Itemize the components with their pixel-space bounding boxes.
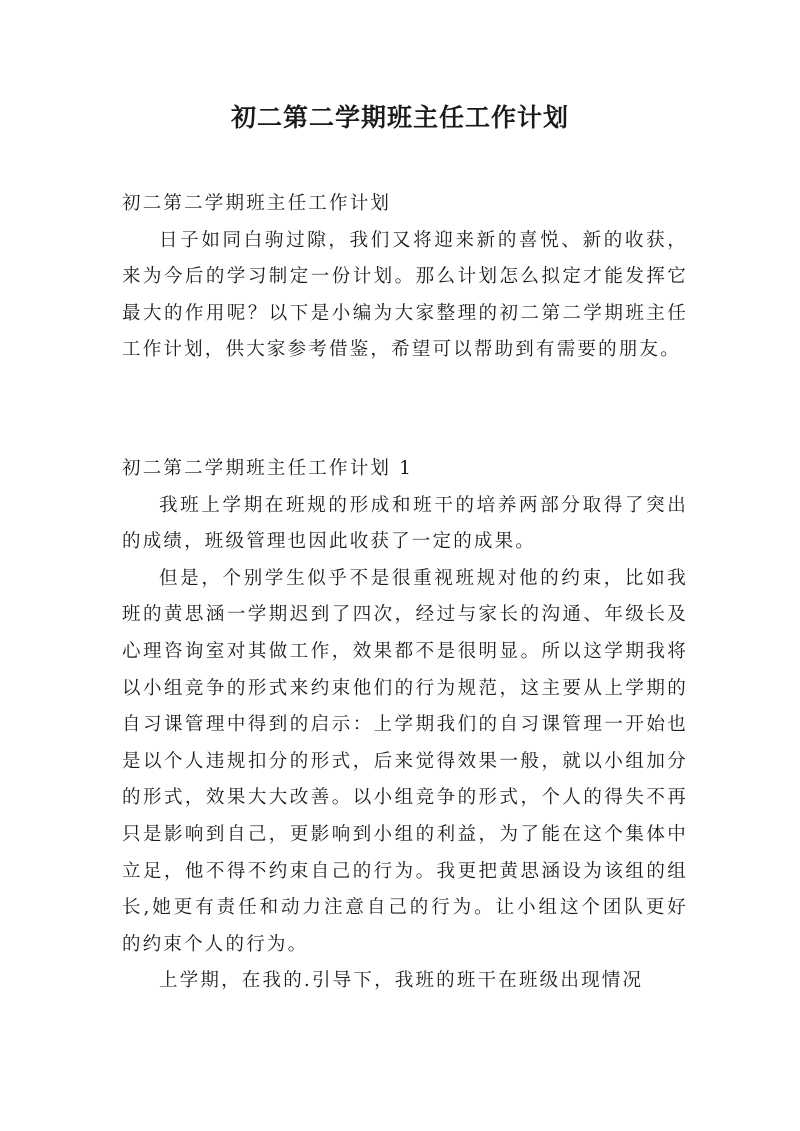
plan-paragraph: 但是，个别学生似乎不是很重视班规对他的约束，比如我班的黄思涵一学期迟到了四次，经过与家长的沟通、年级长及心理咨询室对其做工作，效果都不是很明显。所以这学期我将以小组竞争的形式来约束他们的行为规范，这主要从上学期的自习课管理中得到的启示：上学期我们的自习课管理一开始也是以个人违规扣分的形式，后来觉得效果一般，就以小组加分的形式，效果大大改善。以小组竞争的形式，个人的得失不再只是影响到自己，更影响到小组的利益，为了能在这个集体中立足，他不得不约束自己的行为。我更把黄思涵设为该组的组长,她更有责任和动力注意自己的行为。让小组这个团队更好的约束个人的行为。 (122, 567, 688, 955)
intro-paragraph: 日子如同白驹过隙，我们又将迎来新的喜悦、新的收获，来为今后的学习制定一份计划。那么计划怎么拟定才能发挥它最大的作用呢？以下是小编为大家整理的初二第二学期班主任工作计划，供大家参考借鉴，希望可以帮助到有需要的朋友。 (122, 229, 688, 361)
document-title: 初二第二学期班主任工作计划 (230, 103, 569, 132)
plan-section (122, 451, 688, 1000)
intro-section (122, 186, 688, 369)
plan-paragraph: 上学期，在我的.引导下，我班的班干在班级出现情况 (159, 970, 644, 992)
intro-heading: 初二第二学期班主任工作计划 (122, 193, 392, 214)
plan-heading: 初二第二学期班主任工作计划 1 (122, 458, 414, 479)
plan-paragraph: 我班上学期在班规的形成和班干的培养两部分取得了突出的成绩，班级管理也因此收获了一定的成果。 (122, 494, 688, 553)
